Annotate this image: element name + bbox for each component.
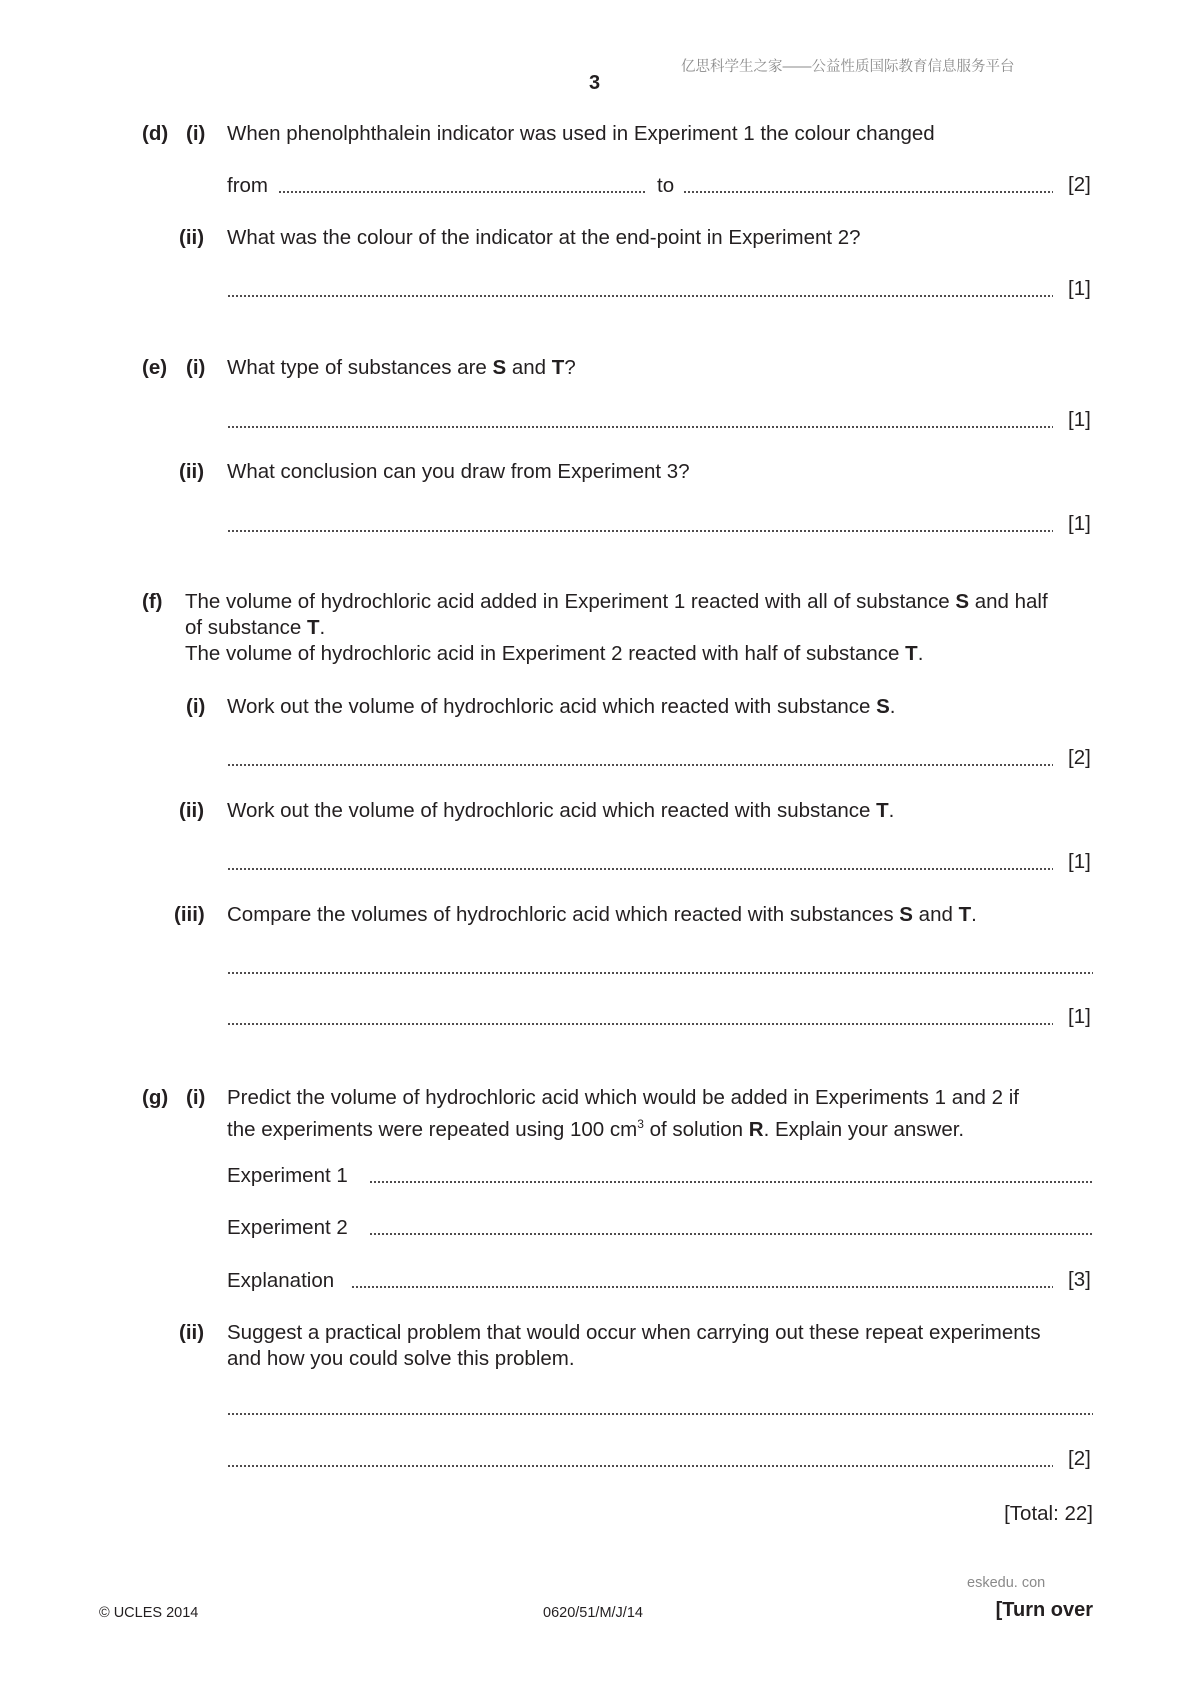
g-i-experiment-1-label: Experiment 1 bbox=[227, 1164, 348, 1187]
e-ii-marks: [1] bbox=[1068, 512, 1091, 535]
g-i-question-line-1: Predict the volume of hydrochloric acid which would be added in Experiments 1 and 2 if bbox=[227, 1086, 1019, 1109]
footer-watermark: eskedu. con bbox=[967, 1575, 1046, 1591]
copyright: © UCLES 2014 bbox=[99, 1605, 199, 1621]
g-ii-marks: [2] bbox=[1068, 1447, 1091, 1470]
g-ii-answer-line-1[interactable] bbox=[227, 1411, 1093, 1417]
g-ii-question-line-1: Suggest a practical problem that would occur when carrying out these repeat experiments bbox=[227, 1321, 1041, 1344]
f-intro-line-2: of substance T. bbox=[185, 616, 326, 639]
f-i-label: (i) bbox=[186, 695, 206, 718]
d-i-to-label: to bbox=[657, 174, 675, 197]
part-d-label: (d) bbox=[142, 122, 169, 145]
e-ii-answer-line[interactable] bbox=[227, 528, 1053, 534]
f-iii-answer-line-2[interactable] bbox=[227, 1021, 1053, 1027]
d-i-from-label: from bbox=[227, 174, 268, 197]
f-iii-answer-line-1[interactable] bbox=[227, 970, 1093, 976]
g-ii-question-line-2: and how you could solve this problem. bbox=[227, 1347, 575, 1370]
e-i-label: (i) bbox=[186, 356, 206, 379]
e-ii-label: (ii) bbox=[179, 460, 205, 483]
f-iii-question: Compare the volumes of hydrochloric acid which reacted with substances S and T. bbox=[227, 903, 977, 926]
total-marks: [Total: 22] bbox=[1004, 1502, 1093, 1525]
part-e-label: (e) bbox=[142, 356, 168, 379]
page-number: 3 bbox=[589, 72, 601, 94]
g-ii-answer-line-2[interactable] bbox=[227, 1463, 1053, 1469]
f-iii-marks: [1] bbox=[1068, 1005, 1091, 1028]
e-i-marks: [1] bbox=[1068, 408, 1091, 431]
d-ii-question: What was the colour of the indicator at the end-point in Experiment 2? bbox=[227, 226, 861, 249]
f-ii-marks: [1] bbox=[1068, 850, 1091, 873]
f-i-question: Work out the volume of hydrochloric acid which reacted with substance S. bbox=[227, 695, 896, 718]
f-i-marks: [2] bbox=[1068, 746, 1091, 769]
g-i-label: (i) bbox=[186, 1086, 206, 1109]
f-iii-label: (iii) bbox=[174, 903, 205, 926]
g-i-question-line-2: the experiments were repeated using 100 $cm^3$ of solution R. Explain your answer. bbox=[227, 1117, 965, 1141]
g-i-explanation-answer-line[interactable] bbox=[351, 1284, 1053, 1290]
d-i-label: (i) bbox=[186, 122, 206, 145]
d-i-question: When phenolphthalein indicator was used in Experiment 1 the colour changed bbox=[227, 122, 935, 145]
f-intro-line-1: The volume of hydrochloric acid added in Experiment 1 reacted with all of substance S and half bbox=[185, 590, 1048, 613]
g-ii-label: (ii) bbox=[179, 1321, 205, 1344]
g-i-experiment-1-answer-line[interactable] bbox=[369, 1179, 1093, 1185]
f-intro-line-3: The volume of hydrochloric acid in Experiment 2 reacted with half of substance T. bbox=[185, 642, 924, 665]
d-ii-label: (ii) bbox=[179, 226, 205, 249]
g-i-experiment-2-answer-line[interactable] bbox=[369, 1231, 1093, 1237]
d-ii-marks: [1] bbox=[1068, 277, 1091, 300]
e-ii-question: What conclusion can you draw from Experiment 3? bbox=[227, 460, 690, 483]
g-i-experiment-2-label: Experiment 2 bbox=[227, 1216, 348, 1239]
part-f-label: (f) bbox=[142, 590, 163, 613]
f-ii-label: (ii) bbox=[179, 799, 205, 822]
e-i-answer-line[interactable] bbox=[227, 424, 1053, 430]
paper-code: 0620/51/M/J/14 bbox=[543, 1605, 643, 1621]
turn-over: [Turn over bbox=[995, 1599, 1093, 1621]
d-i-marks: [2] bbox=[1068, 173, 1091, 196]
g-i-marks: [3] bbox=[1068, 1268, 1091, 1291]
d-i-to-answer-line[interactable] bbox=[683, 189, 1053, 195]
d-i-from-answer-line[interactable] bbox=[278, 189, 645, 195]
part-g-label: (g) bbox=[142, 1086, 169, 1109]
g-i-explanation-label: Explanation bbox=[227, 1269, 335, 1292]
f-i-answer-line[interactable] bbox=[227, 762, 1053, 768]
d-ii-answer-line[interactable] bbox=[227, 293, 1053, 299]
header-watermark: 亿思科学生之家——公益性质国际教育信息服务平台 bbox=[681, 59, 1015, 75]
e-i-question: What type of substances are S and T? bbox=[227, 356, 576, 379]
f-ii-question: Work out the volume of hydrochloric acid which reacted with substance T. bbox=[227, 799, 895, 822]
f-ii-answer-line[interactable] bbox=[227, 866, 1053, 872]
